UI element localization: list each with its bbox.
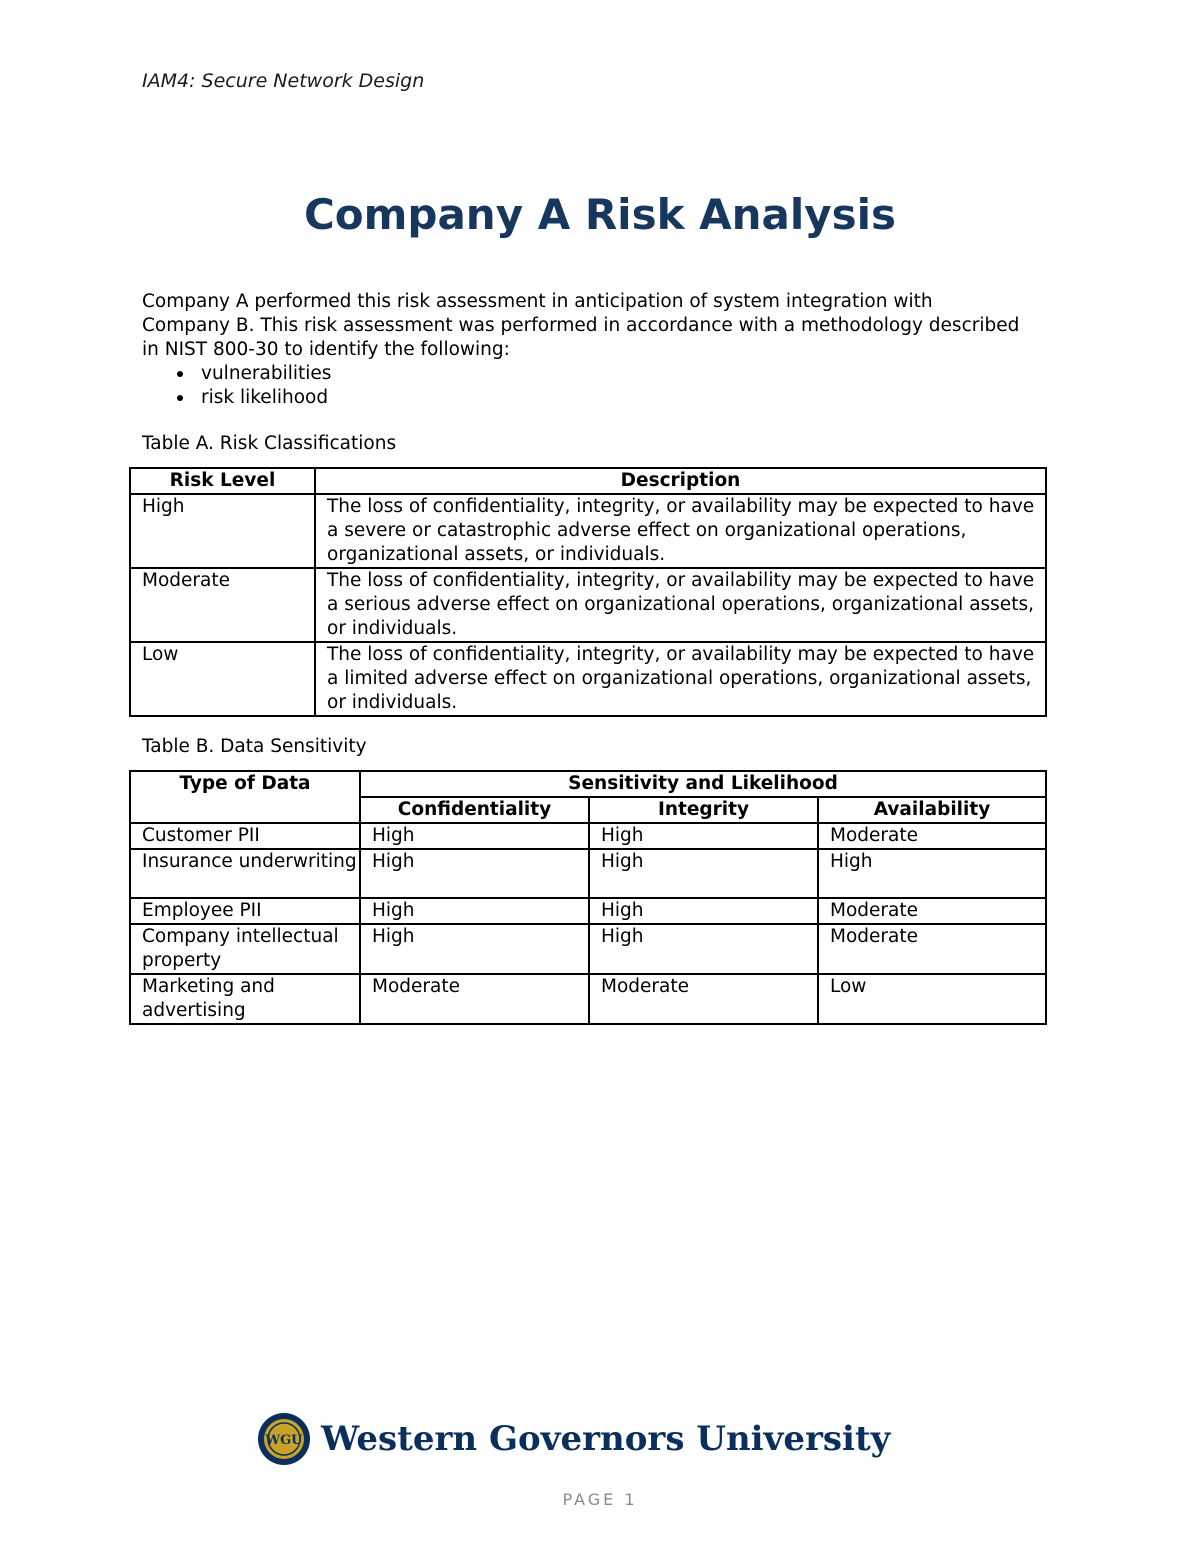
page-title: Company A Risk Analysis — [303, 190, 897, 239]
availability-cell: Moderate — [818, 823, 1046, 849]
column-header: Availability — [818, 797, 1046, 823]
table-row — [130, 924, 1046, 974]
page-number: PAGE 1 — [562, 1490, 638, 1509]
description-cell: The loss of confidentiality, integrity, or availability may be expected to have a severe or catastrophic adverse effect on organizational operations, organizational assets, or individuals. — [315, 494, 1046, 568]
confidentiality-cell: High — [360, 898, 589, 924]
availability-cell: Moderate — [818, 924, 1046, 974]
table-header-row — [130, 468, 1046, 494]
bullet-item: vulnerabilities — [142, 362, 331, 386]
risk-classifications-table — [129, 467, 1047, 717]
availability-cell: Moderate — [818, 898, 1046, 924]
availability-cell: Low — [818, 974, 1046, 1024]
table-row — [130, 494, 1046, 568]
table-row — [130, 849, 1046, 898]
university-name: Western Governors University — [321, 1419, 891, 1459]
confidentiality-cell: Moderate — [360, 974, 589, 1024]
column-header: Risk Level — [130, 468, 315, 494]
confidentiality-cell: High — [360, 924, 589, 974]
university-seal-icon — [257, 1412, 311, 1466]
column-header: Type of Data — [130, 771, 360, 823]
table-row — [130, 823, 1046, 849]
table-row — [130, 898, 1046, 924]
integrity-cell: High — [589, 849, 818, 898]
integrity-cell: Moderate — [589, 974, 818, 1024]
university-logo — [257, 1412, 890, 1466]
availability-cell: High — [818, 849, 1046, 898]
bullet-list — [142, 362, 331, 410]
risk-level-cell: Moderate — [130, 568, 315, 642]
table-row — [130, 974, 1046, 1024]
seal-lettering: WGU — [265, 1433, 303, 1448]
document-header: IAM4: Secure Network Design — [142, 70, 425, 92]
table-b-caption: Table B. Data Sensitivity — [142, 736, 367, 757]
risk-level-cell: High — [130, 494, 315, 568]
data-type-cell: Insurance underwriting — [130, 849, 360, 898]
table-row — [130, 642, 1046, 716]
description-cell: The loss of confidentiality, integrity, or availability may be expected to have a limited adverse effect on organizational operations, organizational assets, or individuals. — [315, 642, 1046, 716]
column-header: Confidentiality — [360, 797, 589, 823]
bullet-item: risk likelihood — [142, 386, 331, 410]
column-header: Integrity — [589, 797, 818, 823]
integrity-cell: High — [589, 823, 818, 849]
column-header: Description — [315, 468, 1046, 494]
integrity-cell: High — [589, 898, 818, 924]
intro-paragraph: Company A performed this risk assessment in anticipation of system integration with Company B. This risk assessment was performed in accordance with a methodology described in NIST 800-30 to identify the following: — [142, 291, 1020, 360]
group-header: Sensitivity and Likelihood — [360, 771, 1046, 797]
data-type-cell: Company intellectual property — [130, 924, 360, 974]
data-type-cell: Marketing and advertising — [130, 974, 360, 1024]
description-cell: The loss of confidentiality, integrity, or availability may be expected to have a serious adverse effect on organizational operations, organizational assets, or individuals. — [315, 568, 1046, 642]
table-row — [130, 568, 1046, 642]
confidentiality-cell: High — [360, 849, 589, 898]
risk-level-cell: Low — [130, 642, 315, 716]
integrity-cell: High — [589, 924, 818, 974]
table-a-caption: Table A. Risk Classifications — [142, 433, 397, 454]
confidentiality-cell: High — [360, 823, 589, 849]
data-type-cell: Employee PII — [130, 898, 360, 924]
data-sensitivity-table — [129, 770, 1047, 1025]
table-header-row — [130, 771, 1046, 797]
data-type-cell: Customer PII — [130, 823, 360, 849]
